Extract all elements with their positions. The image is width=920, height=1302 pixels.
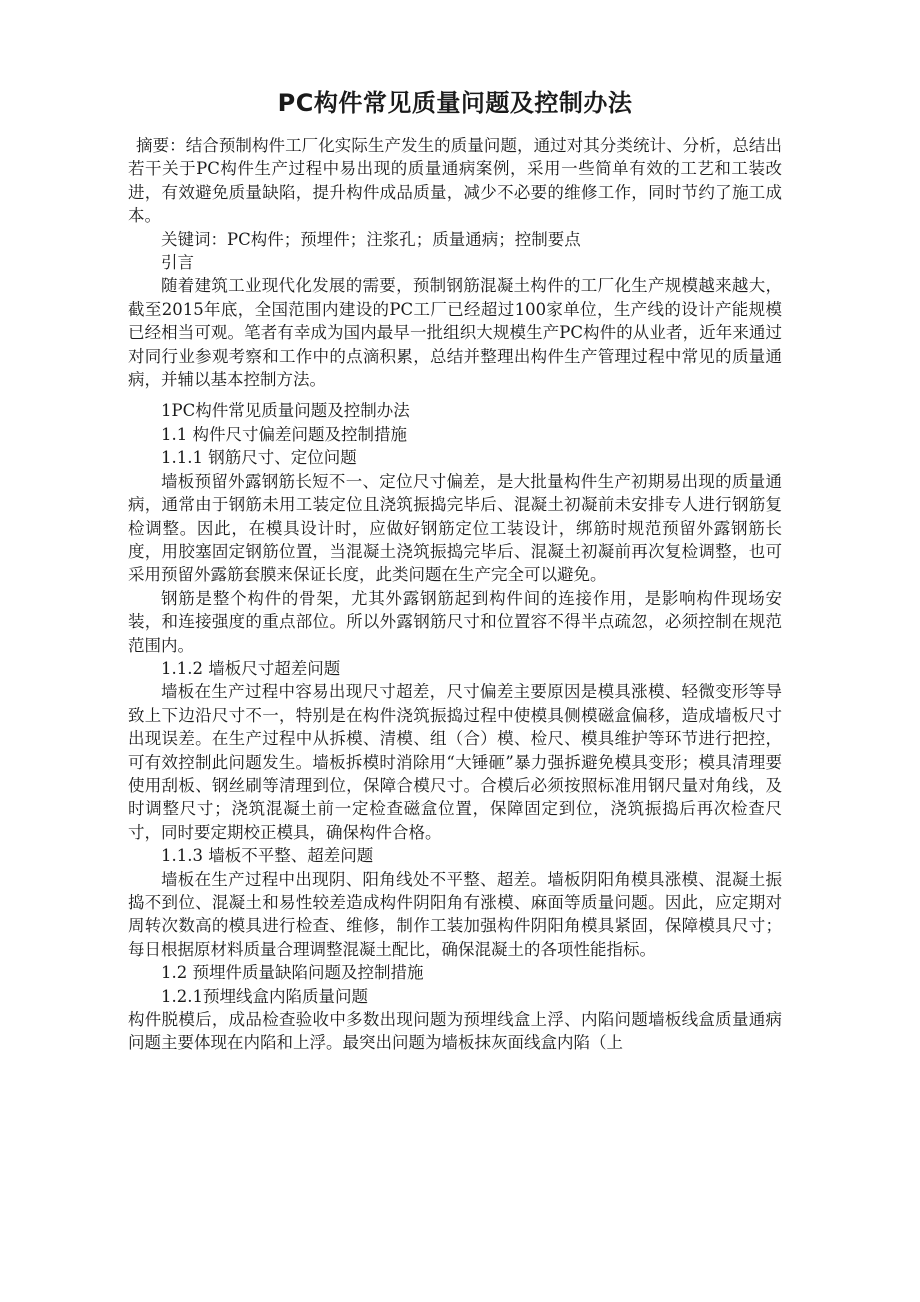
intro-heading: 引言	[161, 253, 194, 273]
intro-paragraph: 随着建筑工业现代化发展的需要，预制钢筋混凝土构件的工厂化生产规模越来越大，截至2015年底，全国范围内建设的PC工厂已经超过100家单位，生产线的设计产能规模已经相当可观。笔者有幸成为国内最早一批组织大规模生产PC构件的从业者，近年来通过对同行业参观考察和工作中的点滴积累，总结并整理出构件生产管理过程中常见的质量通病，并辅以基本控制方法。	[128, 276, 782, 390]
paragraph-1-1-3: 墙板在生产过程中出现阴、阳角线处不平整、超差。墙板阴阳角模具涨模、混凝土振捣不到位、混凝土和易性较差造成构件阴阳角有涨模、麻面等质量问题。因此，应定期对周转次数高的模具进行检查、维修，制作工装加强构件阴阳角模具紧固，保障模具尺寸；每日根据原材料质量合理调整混凝土配比，确保混凝土的各项性能指标。	[128, 869, 782, 959]
paragraph-1-1-2: 墙板在生产过程中容易出现尺寸超差，尺寸偏差主要原因是模具涨模、轻微变形等导致上下边沿尺寸不一，特别是在构件浇筑振捣过程中使模具侧模磁盒偏移，造成墙板尺寸出现误差。在生产过程中从拆模、清模、组（合）模、检尺、模具维护等环节进行把控，可有效控制此问题发生。墙板拆模时消除用“大锤砸”暴力强拆避免模具变形；模具清理要使用刮板、钢丝刷等清理到位，保障合模尺寸。合模后必须按照标准用钢尺量对角线，及时调整尺寸；浇筑混凝土前一定检查磁盒位置，保障固定到位，浇筑振捣后再次检查尺寸，同时要定期校正模具，确保构件合格。	[128, 682, 782, 842]
section-heading-1-2: 1.2 预埋件质量缺陷问题及控制措施	[161, 963, 424, 983]
section-heading-1-2-1: 1.2.1预埋线盒内陷质量问题	[161, 986, 368, 1006]
abstract-paragraph: 摘要：结合预制构件工厂化实际生产发生的质量问题，通过对其分类统计、分析，总结出若干关于PC构件生产过程中易出现的质量通病案例，采用一些简单有效的工艺和工装改进，有效避免质量缺陷，提升构件成品质量，减少不必要的维修工作，同时节约了施工成本。	[128, 136, 782, 226]
section-heading-1-1-2: 1.1.2 墙板尺寸超差问题	[161, 658, 341, 678]
section-heading-1: 1PC构件常见质量问题及控制办法	[161, 401, 410, 421]
keywords-line: 关键词：PC构件；预埋件；注浆孔；质量通病；控制要点	[161, 229, 581, 249]
document-body	[128, 86, 782, 1055]
section-heading-1-1: 1.1 构件尺寸偏差问题及控制措施	[161, 424, 407, 444]
paragraph-1-2-1: 构件脱模后，成品检查验收中多数出现问题为预埋线盒上浮、内陷问题墙板线盒质量通病问题主要体现在内陷和上浮。最突出问题为墙板抹灰面线盒内陷（上	[128, 1010, 782, 1053]
section-heading-1-1-3: 1.1.3 墙板不平整、超差问题	[161, 846, 374, 866]
paragraph-1-1-1b: 钢筋是整个构件的骨架，尤其外露钢筋起到构件间的连接作用，是影响构件现场安装，和连接强度的重点部位。所以外露钢筋尺寸和位置容不得半点疏忽，必须控制在规范范围内。	[128, 588, 782, 655]
section-heading-1-1-1: 1.1.1 钢筋尺寸、定位问题	[161, 448, 357, 468]
document-title: PC构件常见质量问题及控制办法	[277, 89, 633, 117]
paragraph-1-1-1a: 墙板预留外露钢筋长短不一、定位尺寸偏差，是大批量构件生产初期易出现的质量通病，通常由于钢筋未用工装定位且浇筑振捣完毕后、混凝土初凝前未安排专人进行钢筋复检调整。因此，在模具设计时，应做好钢筋定位工装设计，绑筋时规范预留外露钢筋长度，用胶塞固定钢筋位置，当混凝土浇筑振捣完毕后、混凝土初凝前再次复检调整，也可采用预留外露筋套膜来保证长度，此类问题在生产完全可以避免。	[128, 471, 782, 585]
